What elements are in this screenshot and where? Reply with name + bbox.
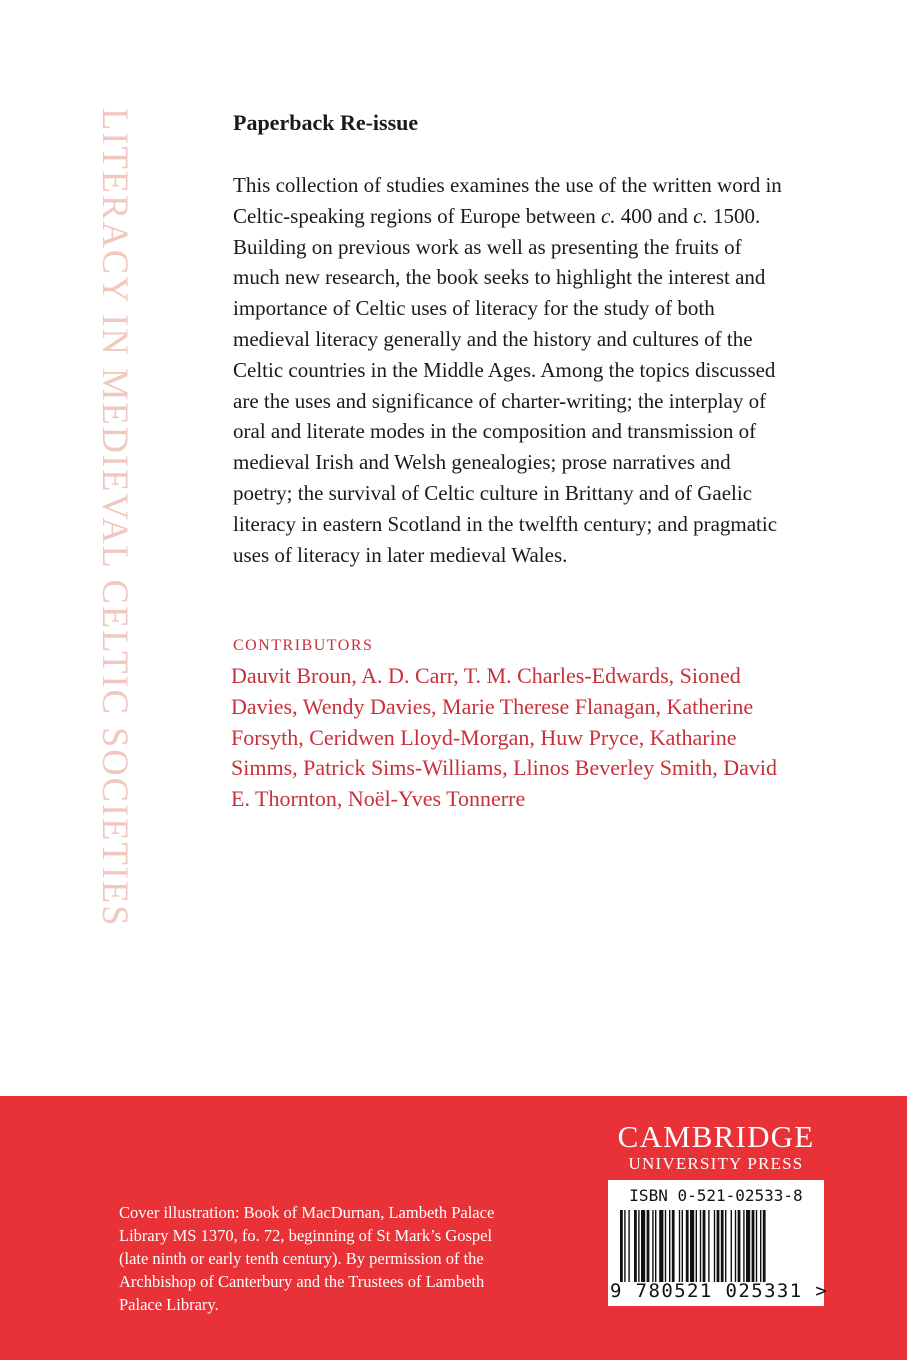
- contributors-heading: CONTRIBUTORS: [233, 637, 374, 654]
- barcode-bar: [652, 1210, 653, 1282]
- barcode-bar: [620, 1210, 623, 1282]
- contributors-list: Dauvit Broun, A. D. Carr, T. M. Charles-Edwards, Sioned Davies, Wendy Davies, Marie Therese Flanagan, Katherine Forsyth, Ceridwen Lloyd-Morgan, Huw Pryce, Katharine Simms, Patrick Sims-Williams, Llinos Beverley Smith, David E. Thornton, Noël-Yves Tonnerre: [231, 663, 778, 812]
- barcode-bar: [746, 1210, 750, 1282]
- barcode-box: [608, 1180, 829, 1306]
- description-text: This collection of studies examines the use of the written word in Celtic-speaking regions of Europe between: [233, 173, 782, 228]
- barcode-bar: [700, 1210, 701, 1282]
- barcode-bar: [738, 1210, 741, 1282]
- book-description: [233, 170, 793, 570]
- barcode-icon: [620, 1210, 812, 1282]
- barcode-bar: [721, 1210, 724, 1282]
- reissue-label: Paperback Re-issue: [233, 110, 419, 135]
- publisher-subtitle: UNIVERSITY PRESS: [628, 1154, 804, 1173]
- barcode-bar: [708, 1210, 709, 1282]
- barcode-bar: [628, 1210, 629, 1282]
- barcode-bar: [696, 1210, 697, 1282]
- barcode-bar: [763, 1210, 766, 1282]
- barcode-bar: [647, 1210, 650, 1282]
- barcode-bar: [669, 1210, 670, 1282]
- publisher-logo: [608, 1120, 824, 1174]
- publisher-name: CAMBRIDGE: [617, 1119, 815, 1154]
- barcode-bar: [731, 1210, 732, 1282]
- spine-title: LITERACY IN MEDIEVAL CELTIC SOCIETIES: [95, 108, 136, 928]
- barcode-bar: [714, 1210, 715, 1282]
- barcode-bar: [665, 1210, 666, 1282]
- barcode-bar: [624, 1210, 625, 1282]
- barcode-bar: [735, 1210, 736, 1282]
- barcode-bar: [756, 1210, 757, 1282]
- isbn-label: ISBN 0-521-02533-8: [629, 1186, 803, 1205]
- barcode-bar: [752, 1210, 755, 1282]
- circa-abbrev: c.: [693, 203, 708, 228]
- barcode-bar: [717, 1210, 720, 1282]
- barcode-digits: 9 780521 025331 >: [610, 1280, 829, 1302]
- barcode-bar: [655, 1210, 656, 1282]
- barcode-bar: [634, 1210, 637, 1282]
- barcode-bar: [679, 1210, 680, 1282]
- barcode-bar: [725, 1210, 726, 1282]
- description-text: 1500. Building on previous work as well as presenting the fruits of much new research, the book seeks to highlight the interest and importance of Celtic uses of literacy for the study of both medieval literacy generally and the history and cultures of the Celtic countries in the Middle Ages. Among the topics discussed are the uses and significance of charter-writing; the interplay of oral and literate modes in the composition and transmission of medieval Irish and Welsh genealogies; prose narratives and poetry; the survival of Celtic culture in Brittany and of Gaelic literacy in eastern Scotland in the twelfth century; and pragmatic uses of literacy in later medieval Wales.: [233, 203, 778, 567]
- barcode-bar: [682, 1210, 683, 1282]
- barcode-bar: [659, 1210, 663, 1282]
- barcode-bar: [760, 1210, 761, 1282]
- barcode-bar: [641, 1210, 645, 1282]
- description-text: 400 and: [615, 203, 694, 228]
- circa-abbrev: c.: [600, 203, 616, 228]
- barcode-bar: [672, 1210, 675, 1282]
- cover-credit: Cover illustration: Book of MacDurnan, Lambeth Palace Library MS 1370, fo. 72, beginning of St Mark’s Gospel (late ninth or early tenth century). By permission of the Archbishop of Canterbury and the Trustees of Lambeth Palace Library.: [119, 1203, 495, 1314]
- barcode-bar: [686, 1210, 689, 1282]
- barcode-bar: [703, 1210, 706, 1282]
- barcode-bar: [743, 1210, 744, 1282]
- barcode-bar: [638, 1210, 639, 1282]
- barcode-bar: [690, 1210, 694, 1282]
